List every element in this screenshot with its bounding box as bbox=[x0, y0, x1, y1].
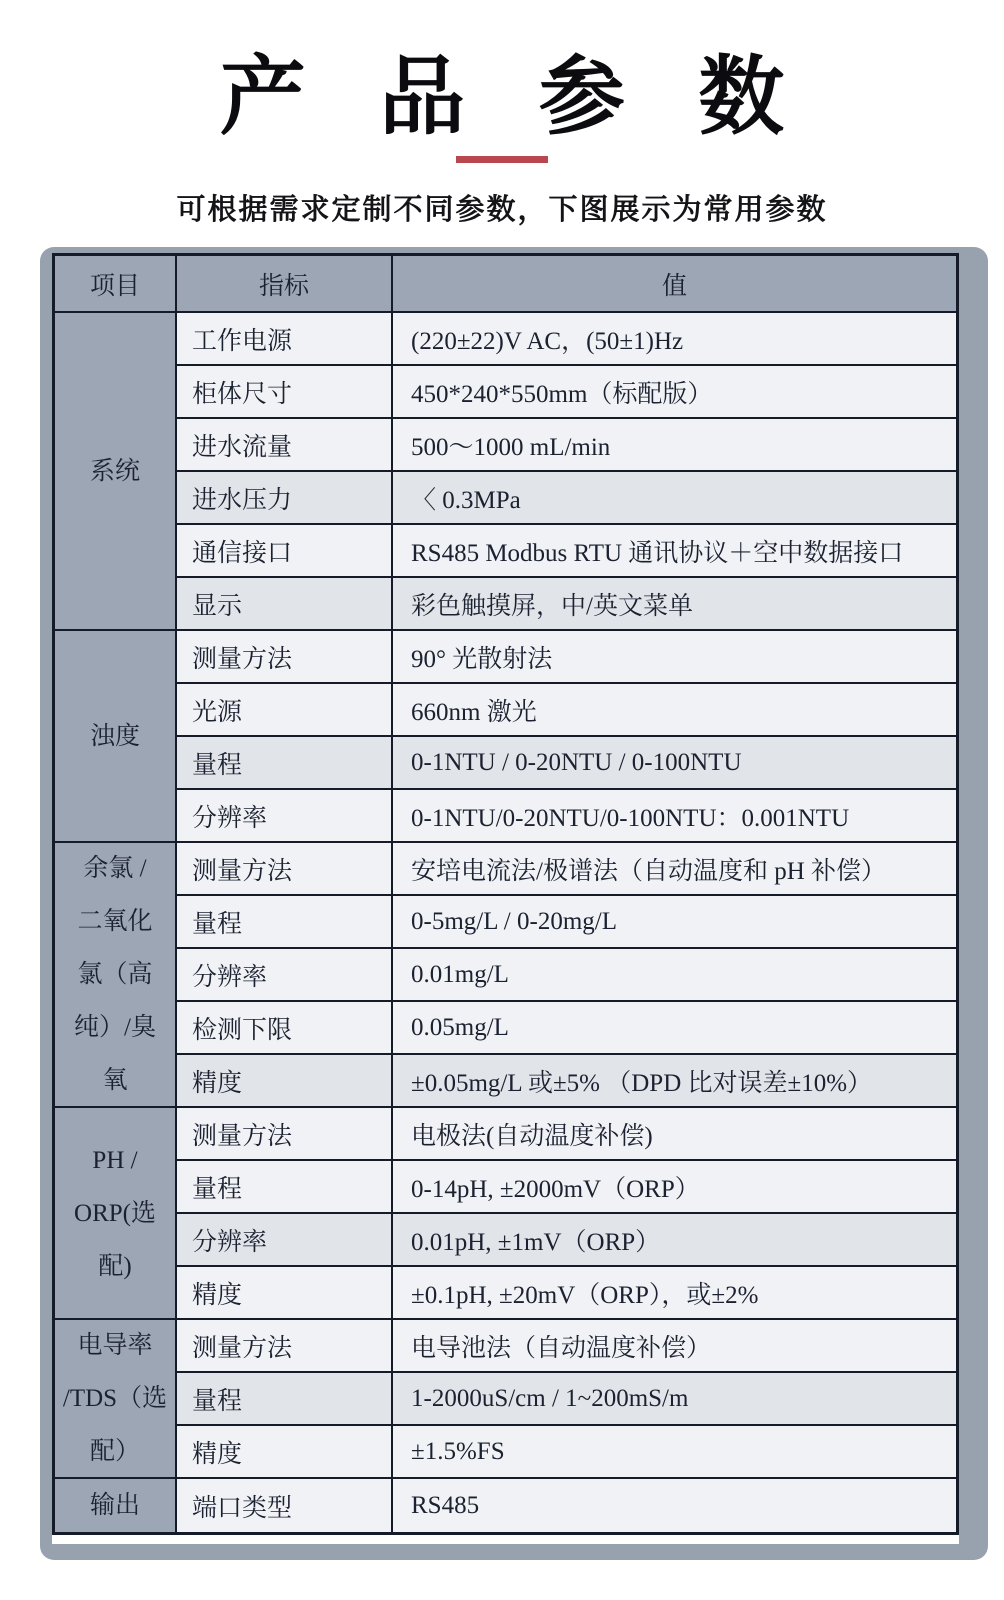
spec-value: (220±22)V AC，(50±1)Hz bbox=[393, 313, 956, 366]
spec-indicator: 测量方法 bbox=[177, 843, 393, 896]
spec-indicator: 进水压力 bbox=[177, 472, 393, 525]
spec-indicator: 分辨率 bbox=[177, 1214, 393, 1267]
group-label-line: 浊度 bbox=[89, 722, 140, 750]
spec-indicator: 工作电源 bbox=[177, 313, 393, 366]
spec-table bbox=[52, 253, 959, 1535]
group-label-line: ORP(选 bbox=[74, 1199, 156, 1227]
column-header-indicator: 指标 bbox=[177, 256, 393, 313]
page-title: 产 品 参 数 bbox=[219, 49, 811, 145]
spec-indicator: 量程 bbox=[177, 1373, 393, 1426]
group-label-line: 输出 bbox=[89, 1492, 140, 1520]
spec-value: 0.01mg/L bbox=[393, 949, 956, 1002]
spec-indicator: 测量方法 bbox=[177, 1108, 393, 1161]
group-label-ph-orp bbox=[55, 1108, 177, 1320]
spec-indicator: 量程 bbox=[177, 1161, 393, 1214]
group-label-chlorine-ozone bbox=[55, 843, 177, 1108]
group-label-conductivity-tds bbox=[55, 1320, 177, 1479]
spec-value: ±1.5%FS bbox=[393, 1426, 956, 1479]
spec-value: 电极法(自动温度补偿) bbox=[393, 1108, 956, 1161]
spec-value: 1-2000uS/cm / 1~200mS/m bbox=[393, 1373, 956, 1426]
group-label-line: 配） bbox=[89, 1438, 140, 1466]
spec-value: 0-5mg/L / 0-20mg/L bbox=[393, 896, 956, 949]
spec-value: 660nm 激光 bbox=[393, 684, 956, 737]
spec-indicator: 量程 bbox=[177, 896, 393, 949]
spec-indicator: 通信接口 bbox=[177, 525, 393, 578]
group-label-line: 余氯 / bbox=[83, 855, 147, 883]
spec-value: RS485 Modbus RTU 通讯协议＋空中数据接口 bbox=[393, 525, 956, 578]
group-label-system bbox=[55, 313, 177, 631]
spec-value: RS485 bbox=[393, 1479, 956, 1532]
spec-indicator: 光源 bbox=[177, 684, 393, 737]
spec-value: 0.05mg/L bbox=[393, 1002, 956, 1055]
spec-indicator: 精度 bbox=[177, 1055, 393, 1108]
spec-value: 500～1000 mL/min bbox=[393, 419, 956, 472]
spec-indicator: 精度 bbox=[177, 1267, 393, 1320]
spec-indicator: 分辨率 bbox=[177, 949, 393, 1002]
group-label-line: 纯）/臭 bbox=[74, 1014, 156, 1042]
spec-value: 0-14pH, ±2000mV（ORP） bbox=[393, 1161, 956, 1214]
spec-value: 90° 光散射法 bbox=[393, 631, 956, 684]
spec-indicator: 量程 bbox=[177, 737, 393, 790]
spec-indicator: 柜体尺寸 bbox=[177, 366, 393, 419]
spec-indicator: 检测下限 bbox=[177, 1002, 393, 1055]
spec-indicator: 端口类型 bbox=[177, 1479, 393, 1532]
spec-indicator: 显示 bbox=[177, 578, 393, 631]
column-header-item: 项目 bbox=[55, 256, 177, 313]
group-label-turbidity bbox=[55, 631, 177, 843]
group-label-line: PH / bbox=[92, 1146, 138, 1174]
group-label-line: 氯（高 bbox=[77, 961, 153, 989]
group-label-line: /TDS（选 bbox=[62, 1385, 168, 1413]
group-label-line: 配) bbox=[98, 1252, 132, 1280]
column-header-value: 值 bbox=[393, 256, 956, 313]
spec-value: 彩色触摸屏，中/英文菜单 bbox=[393, 578, 956, 631]
spec-indicator: 进水流量 bbox=[177, 419, 393, 472]
spec-value: ±0.05mg/L 或±5% （DPD 比对误差±10%） bbox=[393, 1055, 956, 1108]
spec-sheet bbox=[52, 253, 959, 1544]
spec-value: ±0.1pH, ±20mV（ORP），或±2% bbox=[393, 1267, 956, 1320]
spec-indicator: 测量方法 bbox=[177, 631, 393, 684]
spec-value: 0-1NTU/0-20NTU/0-100NTU：0.001NTU bbox=[393, 790, 956, 843]
title-underline bbox=[456, 156, 548, 163]
group-label-line: 氧 bbox=[102, 1067, 128, 1095]
spec-panel bbox=[40, 247, 988, 1560]
spec-value: 电导池法（自动温度补偿） bbox=[393, 1320, 956, 1373]
spec-value: 安培电流法/极谱法（自动温度和 pH 补偿） bbox=[393, 843, 956, 896]
spec-value: 〈 0.3MPa bbox=[393, 472, 956, 525]
spec-value: 0-1NTU / 0-20NTU / 0-100NTU bbox=[393, 737, 956, 790]
spec-indicator: 测量方法 bbox=[177, 1320, 393, 1373]
group-label-line: 电导率 bbox=[77, 1332, 153, 1360]
group-label-output bbox=[55, 1479, 177, 1532]
group-label-line: 系统 bbox=[89, 457, 140, 485]
spec-indicator: 分辨率 bbox=[177, 790, 393, 843]
spec-value: 0.01pH, ±1mV（ORP） bbox=[393, 1214, 956, 1267]
spec-indicator: 精度 bbox=[177, 1426, 393, 1479]
spec-value: 450*240*550mm（标配版） bbox=[393, 366, 956, 419]
page-subtitle: 可根据需求定制不同参数，下图展示为常用参数 bbox=[176, 194, 828, 227]
group-label-line: 二氧化 bbox=[77, 908, 153, 936]
